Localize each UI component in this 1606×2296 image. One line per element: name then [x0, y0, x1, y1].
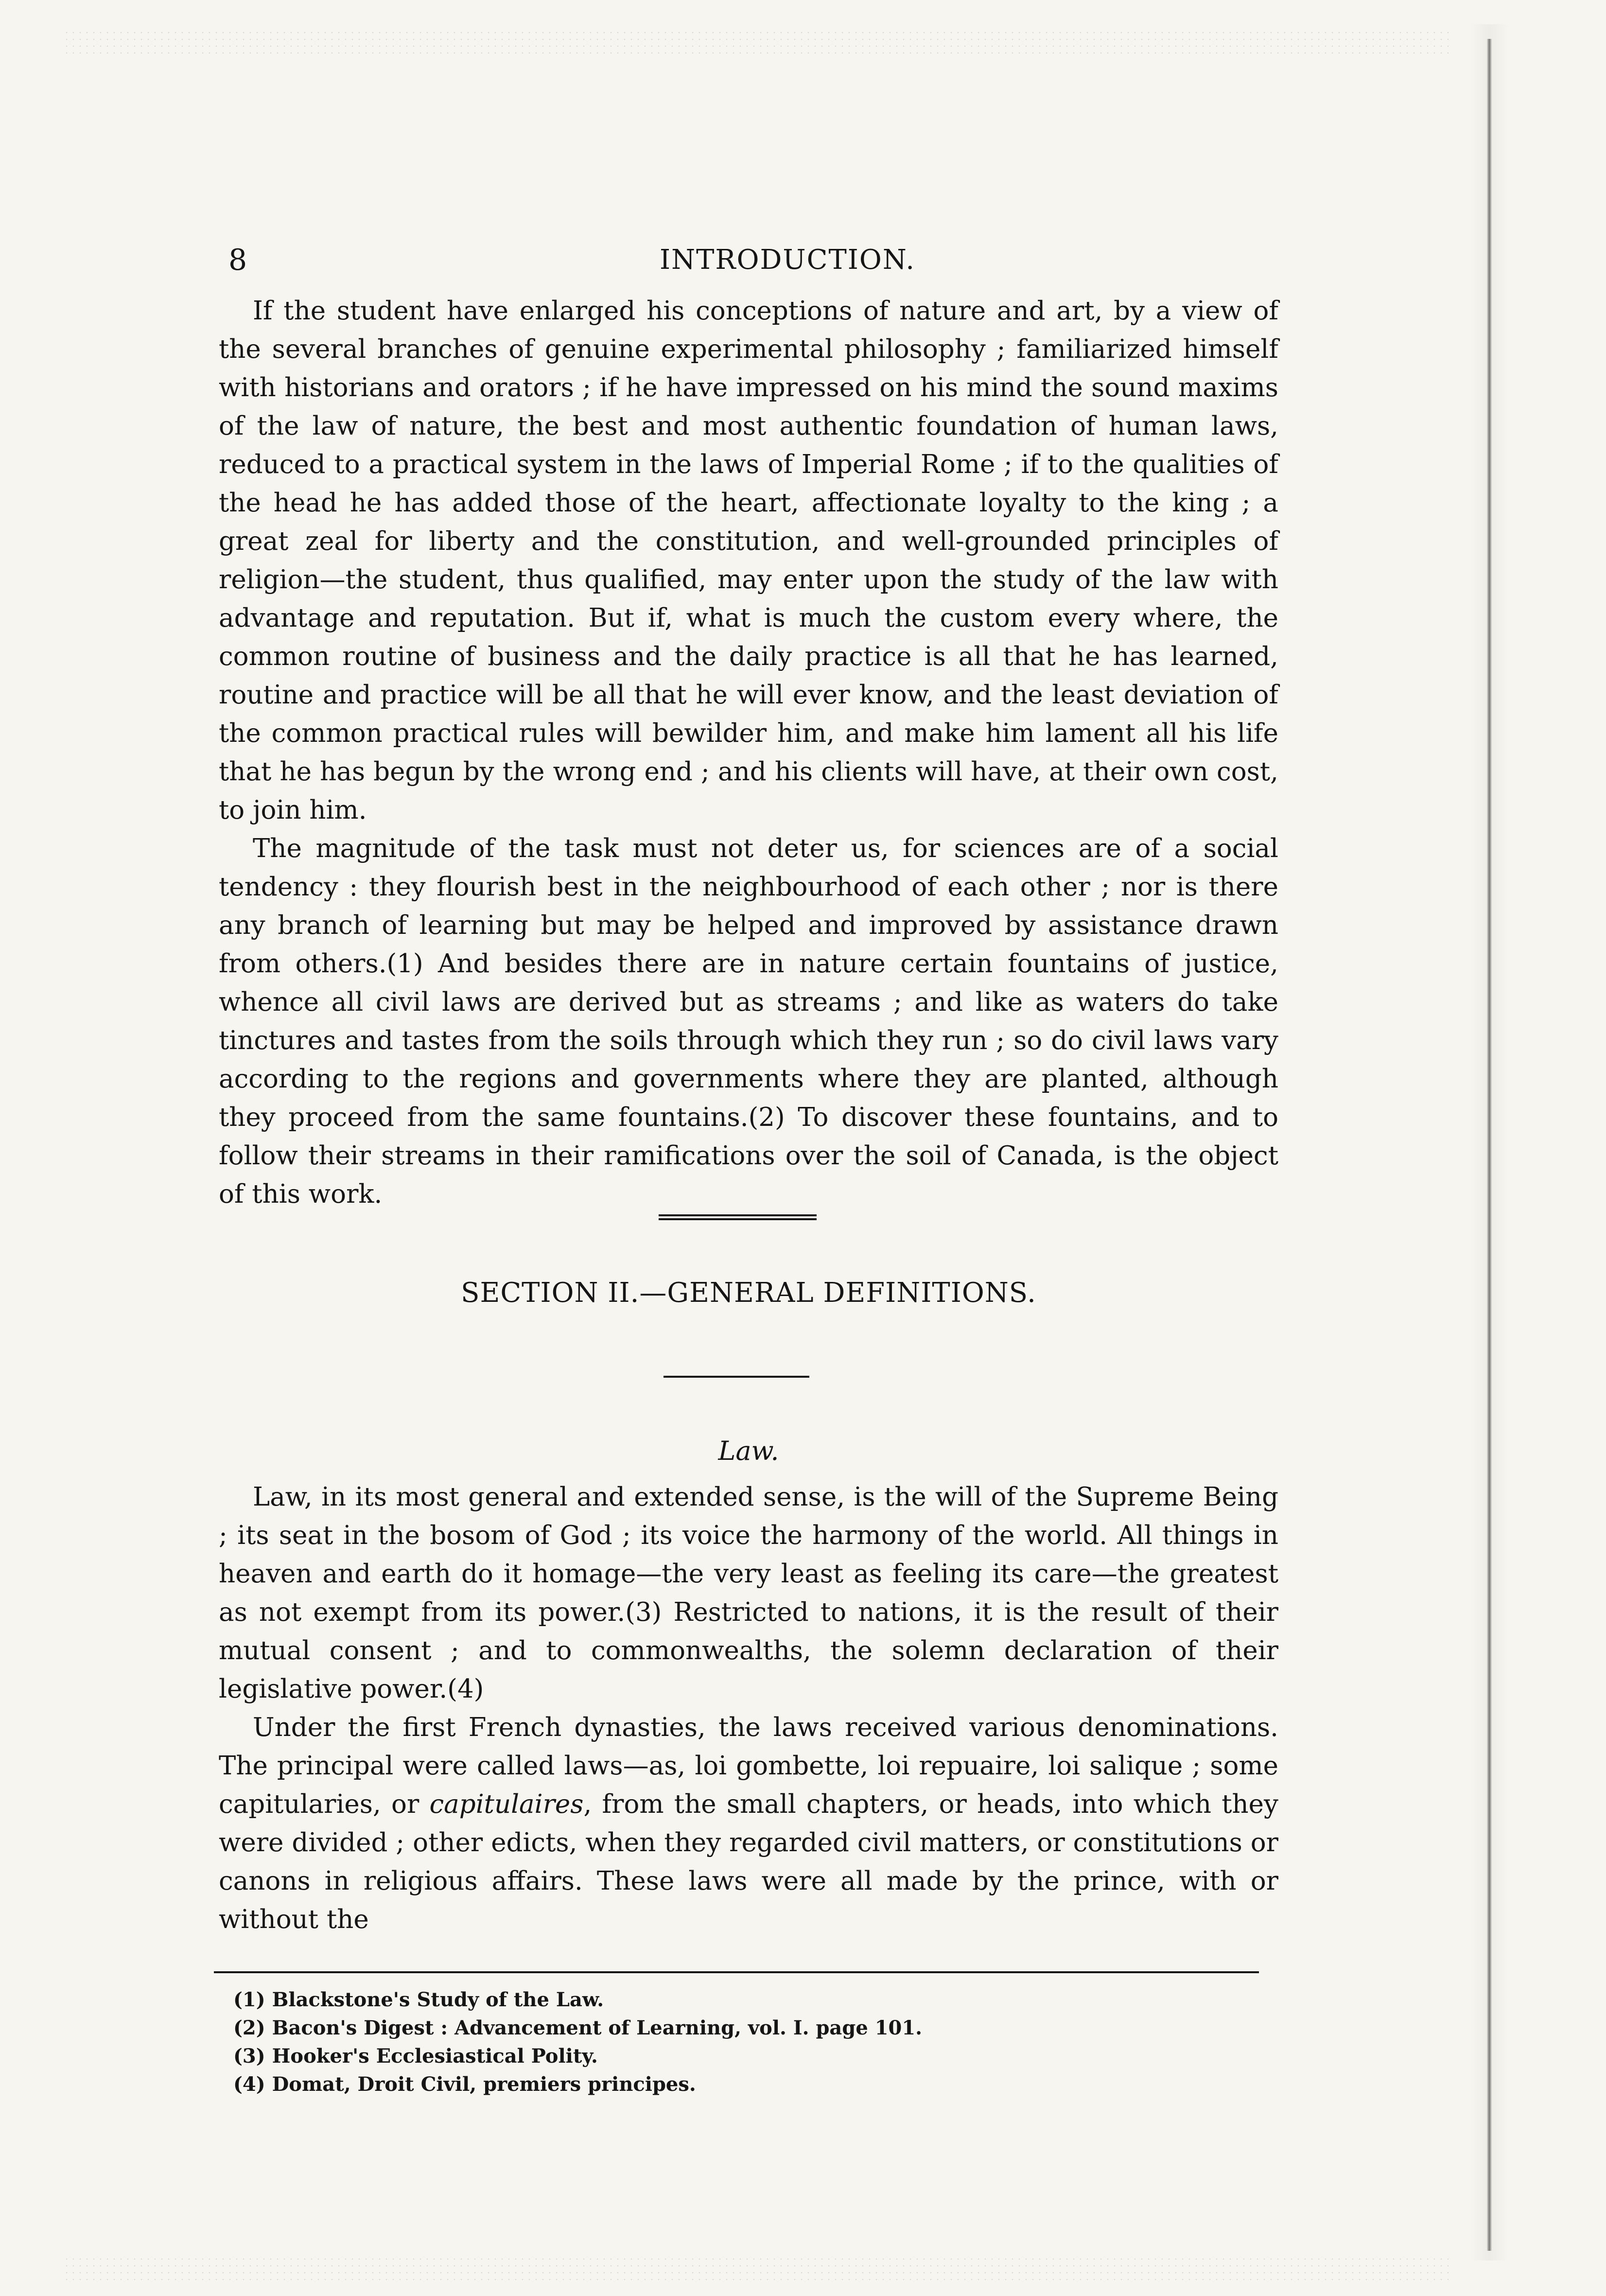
footnotes: [233, 1986, 1254, 2099]
running-title: INTRODUCTION.: [659, 244, 916, 276]
paragraph: The magnitude of the task must not deter us, for sciences are of a social tendency : they flourish best in the neighbourhood of each other ; nor is there any branch of learning but may be helped and improved by assistance drawn from others.(1) And besides there are in nature certain fountains of justice, whence all civil laws are derived but as streams ; and like as waters do take tinctures and tastes from the soils through which they run ; so do civil laws vary according to the regions and governments where they are planted, although they proceed from the same fountains.(2) To discover these fountains, and to follow their streams in their ramifications over the soil of Canada, is the object of this work.: [219, 834, 1278, 1209]
footnote: (3) Hooker's Ecclesiastical Polity.: [233, 2045, 598, 2068]
subheading: Law.: [718, 1436, 779, 1466]
introduction-text: [219, 292, 1278, 1213]
paper-specks-bottom: [63, 2256, 1449, 2285]
paper-specks-top: [63, 29, 1449, 58]
paragraph: Law, in its most general and extended sense, is the will of the Supreme Being ; its seat in the bosom of God ; its voice the harmony of the world. All things in heaven and earth do it homage—the very least as feeling its care—the greatest as not exempt from its power.(3) Restricted to nations, it is the result of their mutual consent ; and to commonwealths, the solemn declaration of their legislative power.(4): [219, 1482, 1278, 1704]
paragraph: If the student have enlarged his conceptions of nature and art, by a view of the several branches of genuine experimental philosophy ; familiarized himself with historians and orators ; if he have impressed on his mind the sound maxims of the law of nature, the best and most authentic foundation of human laws, reduced to a practical system in the laws of Imperial Rome ; if to the qualities of the head he has added those of the heart, affectionate loyalty to the king ; a great zeal for liberty and the constitution, and well-grounded principles of religion—the student, thus qualified, may enter upon the study of the law with advantage and reputation. But if, what is much the custom every where, the common routine of business and the daily practice is all that he has learned, routine and practice will be all that he will ever know, and the least deviation of the common practical rules will bewilder him, and make him lament all his life that he has begun by the wrong end ; and his clients will have, at their own cost, to join him.: [219, 296, 1278, 825]
section-text: [219, 1478, 1278, 1939]
footnote: (4) Domat, Droit Civil, premiers principes.: [233, 2073, 696, 2096]
section-heading: SECTION II.—GENERAL DEFINITIONS.: [461, 1277, 1036, 1309]
footnote: (1) Blackstone's Study of the Law.: [233, 1988, 604, 2011]
binding-edge: [1487, 39, 1492, 2251]
text-span: , from the small chapters, or heads, into which they were divided ; other edicts, when they regarded civil matters, or constitutions or canons in religious affairs. These laws were all made by the prince, with or without the: [219, 1789, 1278, 1934]
running-head: [228, 241, 1288, 280]
footnote-rule: [214, 1971, 1259, 1973]
text-span: Under the first French dynasties, the laws received various denominations. The principal were called laws—as, loi gombette, loi repuaire, loi salique ; some capitularies, or: [219, 1713, 1278, 1819]
double-rule-divider: [659, 1214, 817, 1220]
footnote: (2) Bacon's Digest : Advancement of Learning, vol. I. page 101.: [233, 2016, 923, 2039]
italic-term: capitulaires: [429, 1789, 584, 1819]
paragraph: [219, 1708, 1278, 1939]
rule-divider: [663, 1376, 809, 1378]
page-number: 8: [228, 243, 247, 277]
